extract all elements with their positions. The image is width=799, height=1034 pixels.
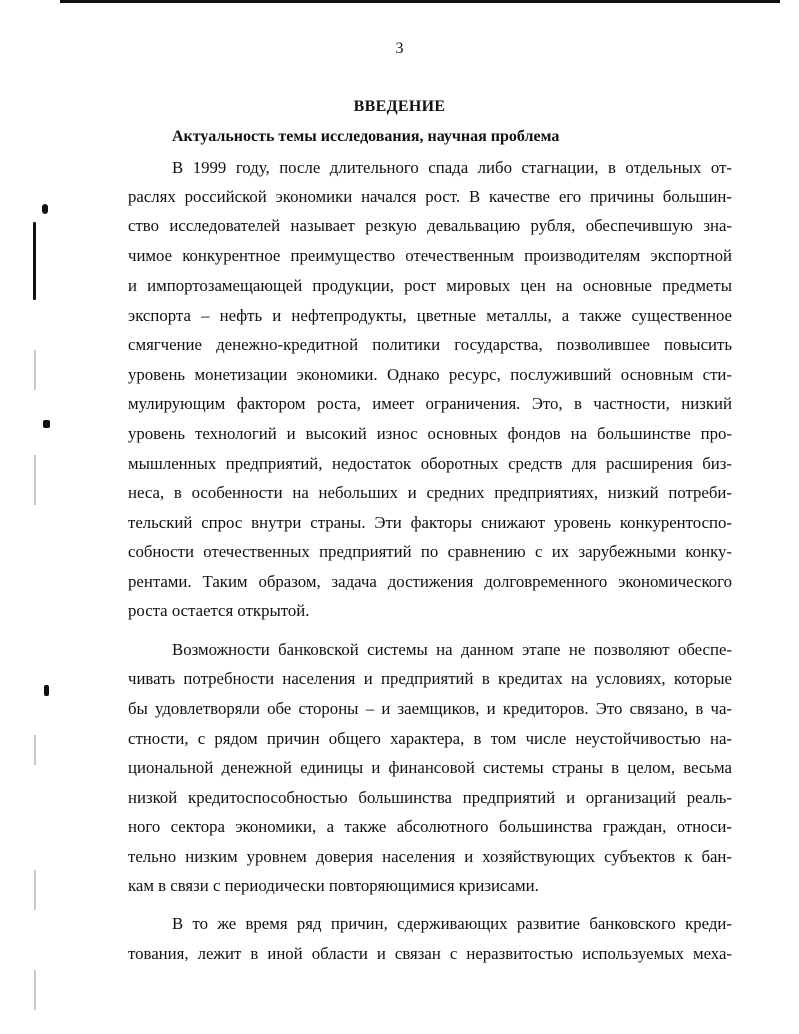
scan-edge-line xyxy=(34,735,36,765)
text-line: низкой кредитоспособностью большинства предприятий и организаций реаль- xyxy=(128,788,732,807)
text-line: кам в связи с периодически повторяющимися кризисами. xyxy=(128,876,539,895)
scan-mark xyxy=(42,204,48,214)
page-number: 3 xyxy=(395,40,404,57)
text-line: чивать потребности населения и предприятий в кредитах на условиях, которые xyxy=(128,669,732,688)
text-line: чимое конкурентное преимущество отечественным производителям экспортной xyxy=(128,246,732,265)
scan-edge-line xyxy=(34,870,36,910)
text-line: неса, в особенности на небольших и средних предприятиях, низкий потреби- xyxy=(128,483,732,502)
text-line: циональной денежной единицы и финансовой системы страны в целом, весьма xyxy=(128,758,732,777)
scan-mark xyxy=(44,685,49,696)
scan-mark xyxy=(33,222,36,300)
text-line: смягчение денежно-кредитной политики государства, позволившее повысить xyxy=(128,335,732,354)
text-line: Возможности банковской системы на данном этапе не позволяют обеспе- xyxy=(172,640,732,659)
text-line: ство исследователей называет резкую девальвацию рубля, обеспечившую зна- xyxy=(128,216,732,235)
text-line: собности отечественных предприятий по сравнению с их зарубежными конку- xyxy=(128,542,732,561)
scan-edge-line xyxy=(34,350,36,390)
text-line: бы удовлетворяли обе стороны – и заемщиков, и кредиторов. Это связано, в ча- xyxy=(128,699,732,718)
text-line: тования, лежит в иной области и связан с неразвитостью используемых меха- xyxy=(128,944,732,963)
text-line: роста остается открытой. xyxy=(128,601,310,620)
section-subheading: Актуальность темы исследования, научная проблема xyxy=(172,128,560,145)
section-heading: ВВЕДЕНИЕ xyxy=(353,98,446,115)
text-line: и импортозамещающей продукции, рост мировых цен на основные предметы xyxy=(128,276,732,295)
text-line: мышленных предприятий, недостаток оборотных средств для расширения биз- xyxy=(128,454,732,473)
scan-edge-line xyxy=(34,455,36,505)
text-line: экспорта – нефть и нефтепродукты, цветные металлы, а также существенное xyxy=(128,306,732,325)
text-line: мулирующим фактором роста, имеет ограничения. Это, в частности, низкий xyxy=(128,394,732,413)
text-line: тельно низким уровнем доверия населения и хозяйствующих субъектов к бан- xyxy=(128,847,732,866)
text-line: рентами. Таким образом, задача достижения долговременного экономического xyxy=(128,572,732,591)
text-line: В то же время ряд причин, сдерживающих развитие банковского креди- xyxy=(172,914,732,933)
scan-edge-line xyxy=(34,970,36,1010)
text-line: ного сектора экономики, а также абсолютного большинства граждан, относи- xyxy=(128,817,732,836)
text-line: уровень технологий и высокий износ основных фондов на большинстве про- xyxy=(128,424,732,443)
text-line: стности, с рядом причин общего характера, в том числе неустойчивостью на- xyxy=(128,729,732,748)
text-line: уровень монетизации экономики. Однако ресурс, послуживший основным сти- xyxy=(128,365,732,384)
text-line: В 1999 году, после длительного спада либо стагнации, в отдельных от- xyxy=(172,158,732,177)
text-line: тельский спрос внутри страны. Эти факторы снижают уровень конкурентоспо- xyxy=(128,513,732,532)
scan-mark xyxy=(43,420,50,428)
text-line: раслях российской экономики начался рост. В качестве его причины большин- xyxy=(128,187,732,206)
top-border-rule xyxy=(60,0,780,3)
